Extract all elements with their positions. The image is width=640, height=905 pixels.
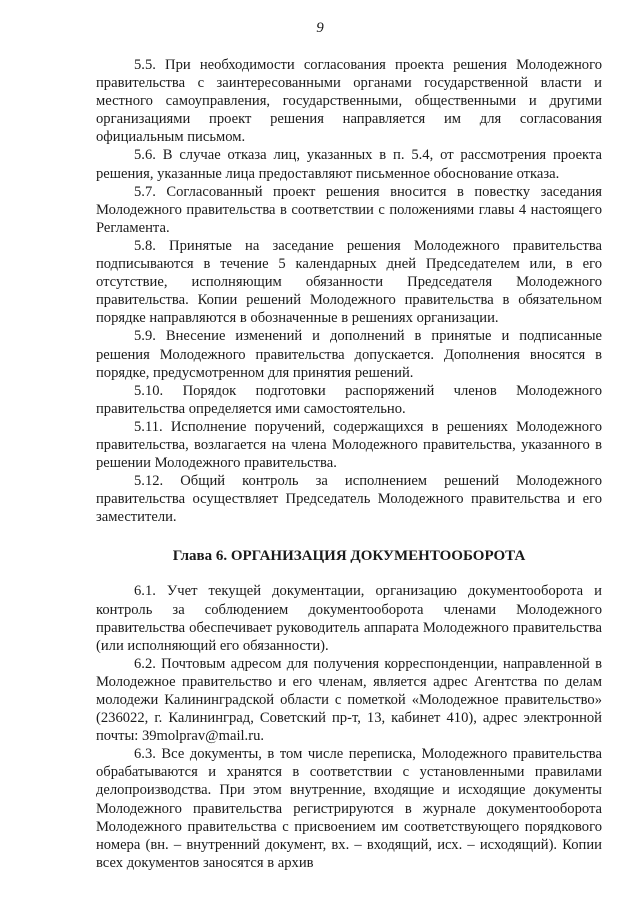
paragraph-5-7: 5.7. Согласованный проект решения вносится в повестку заседания Молодежного правительства в соответствии с положениями главы 4 настоящего Регламента.: [96, 183, 602, 236]
paragraph-5-10: 5.10. Порядок подготовки распоряжений членов Молодежного правительства определяется ими самостоятельно.: [96, 382, 602, 417]
paragraph-6-2: 6.2. Почтовым адресом для получения корреспонденции, направленной в Молодежное правительство и его членам, является адрес Агентства по делам молодежи Калининградской области с пометкой «Молодежное правительство» (236022, г. Калининград, Советский пр-т, 13, кабинет 410), адрес электронной почты: 39molprav@mail.ru.: [96, 655, 602, 745]
page-number: 9: [316, 20, 324, 36]
paragraph-6-1: 6.1. Учет текущей документации, организацию документооборота и контроль за соблюдением документооборота членами Молодежного правительства обеспечивает руководитель аппарата Молодежного правительства (или исполняющий его обязанности).: [96, 583, 602, 654]
paragraph-5-6: 5.6. В случае отказа лиц, указанных в п. 5.4, от рассмотрения проекта решения, указанные лица предоставляют письменное обоснование отказа.: [96, 147, 602, 182]
paragraph-5-5: 5.5. При необходимости согласования проекта решения Молодежного правительства с заинтересованными органами государственной власти и местного самоуправления, государственными, общественными и другими организациями проект решения направляется им для согласования официальным письмом.: [96, 57, 602, 146]
chapter-heading: Глава 6. ОРГАНИЗАЦИЯ ДОКУМЕНТООБОРОТА: [172, 548, 526, 565]
paragraph-5-12: 5.12. Общий контроль за исполнением решений Молодежного правительства осуществляет Председатель Молодежного правительства и его заместители.: [96, 473, 602, 526]
paragraph-5-9: 5.9. Внесение изменений и дополнений в принятые и подписанные решения Молодежного правительства допускается. Дополнения вносятся в порядке, предусмотренном для принятия решений.: [96, 328, 602, 381]
document-body: [96, 56, 602, 872]
paragraph-5-11: 5.11. Исполнение поручений, содержащихся в решениях Молодежного правительства, возлагается на члена Молодежного правительства, указанного в решении Молодежного правительства.: [96, 418, 602, 472]
paragraph-5-8: 5.8. Принятые на заседание решения Молодежного правительства подписываются в течение 5 календарных дней Председателем или, в его отсутствие, исполняющим обязанности Председателя Молодежного правительства. Копии решений Молодежного правительства в обязательном порядке направляются в обозначенные в решениях организации.: [96, 237, 602, 327]
paragraph-6-3: 6.3. Все документы, в том числе переписка, Молодежного правительства обрабатываются и хранятся в соответствии с установленными правилами делопроизводства. При этом внутренние, входящие и исходящие документы Молодежного правительства регистрируются в журнале документооборота Молодежного правительства с присвоением им соответствующего порядкового номера (вн. – внутренний документ, вх. – входящий, исх. – исходящий). Копии всех документов заносятся в архив: [96, 746, 602, 871]
